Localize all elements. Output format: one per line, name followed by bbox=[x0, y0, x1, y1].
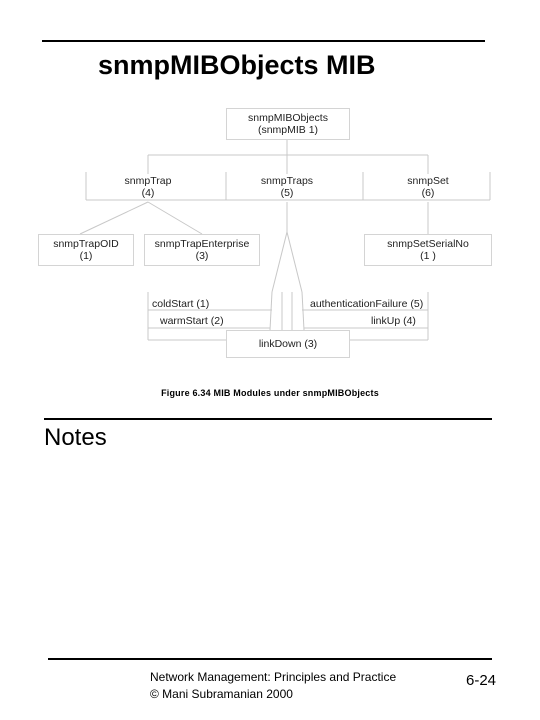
node-snmptrapoid-id: (1) bbox=[79, 250, 93, 262]
footer-credits bbox=[150, 669, 396, 703]
node-snmptrapoid bbox=[38, 234, 134, 266]
node-snmptraps bbox=[247, 175, 327, 199]
node-snmpsetserialno-name: snmpSetSerialNo bbox=[387, 238, 469, 250]
slide-title: snmpMIBObjects MIB bbox=[98, 50, 376, 80]
leaf-authenticationfailure: authenticationFailure (5) bbox=[310, 298, 424, 310]
leaf-linkup: linkUp (4) bbox=[371, 315, 416, 327]
page-number: 6-24 bbox=[466, 672, 497, 689]
node-snmptrap bbox=[108, 175, 188, 199]
node-snmptrap-name: snmpTrap bbox=[124, 175, 172, 187]
node-snmptraps-id: (5) bbox=[280, 187, 294, 199]
node-snmptrapenterprise-name: snmpTrapEnterprise bbox=[154, 238, 250, 250]
root-node-snmpmibobjects bbox=[226, 108, 350, 140]
notes-rule bbox=[44, 418, 492, 420]
node-snmptrapenterprise-id: (3) bbox=[195, 250, 209, 262]
node-snmptrapoid-name: snmpTrapOID bbox=[53, 238, 119, 250]
footer-line-1: Network Management: Principles and Practice bbox=[150, 670, 397, 684]
node-snmptraps-name: snmpTraps bbox=[260, 175, 314, 187]
leaf-linkdown bbox=[226, 330, 350, 358]
leaf-linkdown-label: linkDown (3) bbox=[258, 338, 318, 350]
node-snmpsetserialno bbox=[364, 234, 492, 266]
leaf-warmstart: warmStart (2) bbox=[160, 315, 224, 327]
node-snmpset bbox=[388, 175, 468, 199]
footer-line-2: © Mani Subramanian 2000 bbox=[150, 687, 293, 701]
figure-caption: Figure 6.34 MIB Modules under snmpMIBObjects bbox=[161, 388, 379, 398]
node-snmptrap-id: (4) bbox=[141, 187, 155, 199]
node-snmptrapenterprise bbox=[144, 234, 260, 266]
node-snmpsetserialno-id: (1 ) bbox=[420, 250, 436, 262]
root-node-name: snmpMIBObjects bbox=[248, 112, 328, 124]
root-node-id: (snmpMIB 1) bbox=[257, 124, 319, 136]
leaf-coldstart: coldStart (1) bbox=[152, 298, 210, 310]
node-snmpset-name: snmpSet bbox=[407, 175, 449, 187]
footer-rule bbox=[48, 658, 492, 660]
node-snmpset-id: (6) bbox=[421, 187, 435, 199]
notes-heading: Notes bbox=[44, 424, 107, 451]
